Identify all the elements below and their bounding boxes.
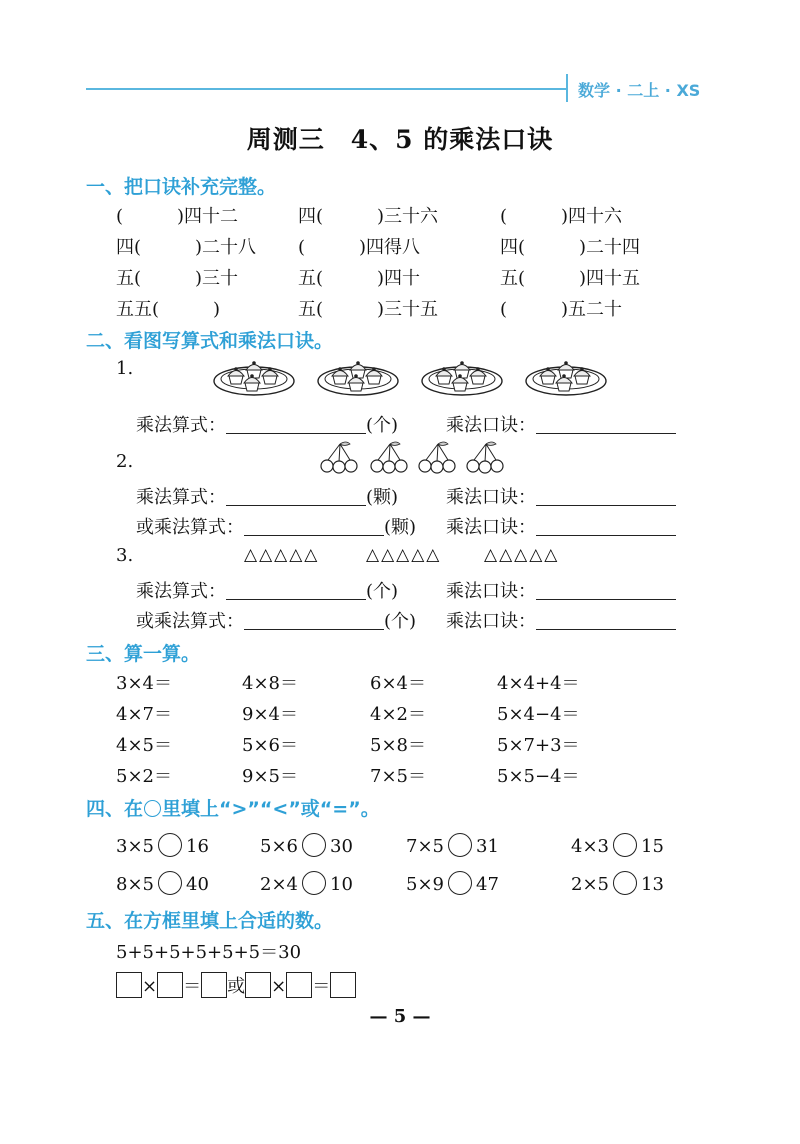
cherry-group — [321, 442, 357, 473]
section-4-heading — [86, 794, 380, 821]
answer-blank[interactable] — [226, 487, 366, 506]
page-title: 周测三 4、5 的乘法口诀 — [246, 125, 554, 154]
rhyme-label: 乘法口诀： — [446, 517, 536, 538]
q1-item: 四( )二十八 — [116, 237, 257, 258]
q1-item: 四( )三十六 — [298, 206, 439, 227]
q4-comparison — [116, 833, 209, 857]
left-expr: 5×9 — [406, 874, 444, 895]
right-value: 16 — [186, 836, 209, 857]
q2-p1-number: 1. — [116, 358, 134, 379]
left-expr: 2×5 — [571, 874, 609, 895]
compare-circle[interactable] — [302, 833, 326, 857]
q1-item: ( )四得八 — [298, 237, 421, 258]
cherry — [345, 460, 357, 472]
cherry — [491, 460, 503, 472]
circle-icon — [144, 800, 161, 817]
rhyme-label: 乘法口诀： — [446, 415, 536, 436]
answer-blank[interactable] — [244, 517, 384, 536]
q2-p1-rhyme — [446, 411, 676, 437]
q4-comparison — [260, 871, 353, 895]
q3-problem: 7×5＝ — [370, 766, 426, 787]
right-value: 31 — [476, 836, 499, 857]
q3-problem: 5×6＝ — [242, 735, 298, 756]
q3-problem: 4×8＝ — [242, 673, 298, 694]
unit-label: (个) — [366, 415, 399, 436]
formula-label: 乘法算式： — [136, 415, 226, 436]
section-4-suffix: 里填上“>”“<”或“=”。 — [162, 798, 380, 820]
right-value: 13 — [641, 874, 664, 895]
left-expr: 4×3 — [571, 836, 609, 857]
q3-problem: 4×2＝ — [370, 704, 426, 725]
q5-equation: 5+5+5+5+5+5＝30 — [116, 942, 302, 963]
q3-problem: 3×4＝ — [116, 673, 172, 694]
q2-p2-alt-formula — [136, 513, 416, 539]
compare-circle[interactable] — [302, 871, 326, 895]
answer-blank[interactable] — [226, 415, 366, 434]
or-label: 或 — [227, 976, 246, 997]
cherry-group — [371, 442, 407, 473]
equals-sign: ＝ — [312, 976, 331, 997]
q2-p3-alt-formula — [136, 607, 416, 633]
compare-circle[interactable] — [613, 871, 637, 895]
triangle-group: △△△△△ — [366, 545, 442, 565]
page-number: — 5 — — [369, 1006, 431, 1027]
q1-item: 五( )三十 — [116, 268, 239, 289]
right-value: 30 — [330, 836, 353, 857]
cake-plate — [214, 361, 294, 395]
cherry — [321, 460, 333, 472]
q1-item: ( )四十二 — [116, 206, 239, 227]
q3-problem: 5×7+3＝ — [497, 735, 580, 756]
section-3-heading: 三、算一算。 — [86, 643, 201, 665]
q2-p3-alt-rhyme — [446, 607, 676, 633]
q2-p3-rhyme — [446, 577, 676, 603]
answer-box[interactable] — [201, 972, 227, 998]
q2-p2-alt-rhyme — [446, 513, 676, 539]
cake-plate — [318, 361, 398, 395]
times-sign: × — [271, 976, 287, 997]
cherries-illustration — [318, 440, 508, 476]
left-expr: 5×6 — [260, 836, 298, 857]
unit-label: (个) — [366, 581, 399, 602]
right-value: 40 — [186, 874, 209, 895]
cake — [246, 361, 262, 378]
compare-circle[interactable] — [613, 833, 637, 857]
answer-blank[interactable] — [536, 611, 676, 630]
cherry-group — [467, 442, 503, 473]
cake-plates-illustration — [210, 350, 610, 400]
triangle-group: △△△△△ — [244, 545, 320, 565]
header-subject-label: 数学 · 二上 · XS — [578, 81, 701, 100]
cake-plate — [526, 361, 606, 395]
q2-p2-number: 2. — [116, 451, 134, 472]
q3-problem: 5×8＝ — [370, 735, 426, 756]
q2-p1-formula — [136, 411, 398, 437]
right-value: 47 — [476, 874, 499, 895]
q3-problem: 4×4+4＝ — [497, 673, 580, 694]
answer-blank[interactable] — [536, 487, 676, 506]
compare-circle[interactable] — [158, 833, 182, 857]
cake — [454, 361, 470, 378]
left-expr: 3×5 — [116, 836, 154, 857]
answer-box[interactable] — [286, 972, 312, 998]
cherry — [395, 460, 407, 472]
q1-item: 五( )三十五 — [298, 299, 439, 320]
cherry — [479, 461, 491, 473]
q3-problem: 6×4＝ — [370, 673, 426, 694]
right-value: 10 — [330, 874, 353, 895]
cherry — [443, 460, 455, 472]
cake-plate — [422, 361, 502, 395]
rhyme-label: 乘法口诀： — [446, 581, 536, 602]
formula-label: 乘法算式： — [136, 487, 226, 508]
section-1-heading: 一、把口诀补充完整。 — [86, 176, 277, 198]
times-sign: × — [142, 976, 158, 997]
q4-comparison — [406, 833, 499, 857]
cake — [350, 361, 366, 378]
triangle-group: △△△△△ — [484, 545, 560, 565]
cake — [558, 361, 574, 378]
q2-p2-rhyme — [446, 483, 676, 509]
cherry — [383, 461, 395, 473]
q4-comparison — [116, 871, 209, 895]
rhyme-label: 乘法口诀： — [446, 611, 536, 632]
q1-item: 四( )二十四 — [500, 237, 641, 258]
q1-item: 五( )四十五 — [500, 268, 641, 289]
q1-item: ( )五二十 — [500, 299, 623, 320]
answer-blank[interactable] — [244, 611, 384, 630]
left-expr: 8×5 — [116, 874, 154, 895]
section-5-heading: 五、在方框里填上合适的数。 — [86, 910, 334, 932]
compare-circle[interactable] — [448, 871, 472, 895]
unit-label: (颗) — [366, 487, 399, 508]
section-4-prefix: 四、在 — [86, 798, 144, 820]
answer-box[interactable] — [157, 972, 183, 998]
answer-box[interactable] — [116, 972, 142, 998]
left-expr: 2×4 — [260, 874, 298, 895]
answer-box[interactable] — [330, 972, 356, 998]
q5-box-row — [116, 972, 356, 998]
compare-circle[interactable] — [448, 833, 472, 857]
answer-blank[interactable] — [536, 517, 676, 536]
formula-label: 乘法算式： — [136, 581, 226, 602]
q3-problem: 5×5−4＝ — [497, 766, 580, 787]
q3-problem: 9×5＝ — [242, 766, 298, 787]
q4-comparison — [571, 833, 664, 857]
alt-formula-label: 或乘法算式： — [136, 611, 244, 632]
q2-p2-formula — [136, 483, 398, 509]
q3-problem: 9×4＝ — [242, 704, 298, 725]
cherry-group — [419, 442, 455, 473]
q4-comparison — [571, 871, 664, 895]
q3-problem: 5×4−4＝ — [497, 704, 580, 725]
section-2-heading: 二、看图写算式和乘法口诀。 — [86, 330, 334, 352]
cherry — [371, 460, 383, 472]
compare-circle[interactable] — [158, 871, 182, 895]
answer-blank[interactable] — [226, 581, 366, 600]
q4-comparison — [260, 833, 353, 857]
unit-label: (颗) — [384, 517, 417, 538]
q1-item: ( )四十六 — [500, 206, 623, 227]
cherry — [419, 460, 431, 472]
q2-p3-formula — [136, 577, 398, 603]
equals-sign: ＝ — [183, 976, 202, 997]
cherry — [431, 461, 443, 473]
right-value: 15 — [641, 836, 664, 857]
cherry — [333, 461, 345, 473]
q3-problem: 5×2＝ — [116, 766, 172, 787]
q3-problem: 4×7＝ — [116, 704, 172, 725]
q3-problem: 4×5＝ — [116, 735, 172, 756]
answer-blank[interactable] — [536, 581, 676, 600]
answer-blank[interactable] — [536, 415, 676, 434]
cherry — [467, 460, 479, 472]
header-rule — [86, 88, 566, 90]
left-expr: 7×5 — [406, 836, 444, 857]
q4-comparison — [406, 871, 499, 895]
answer-box[interactable] — [245, 972, 271, 998]
q1-item: 五五( ) — [116, 299, 221, 320]
q2-p3-number: 3. — [116, 545, 134, 566]
q1-item: 五( )四十 — [298, 268, 421, 289]
unit-label: (个) — [384, 611, 417, 632]
alt-formula-label: 或乘法算式： — [136, 517, 244, 538]
rhyme-label: 乘法口诀： — [446, 487, 536, 508]
